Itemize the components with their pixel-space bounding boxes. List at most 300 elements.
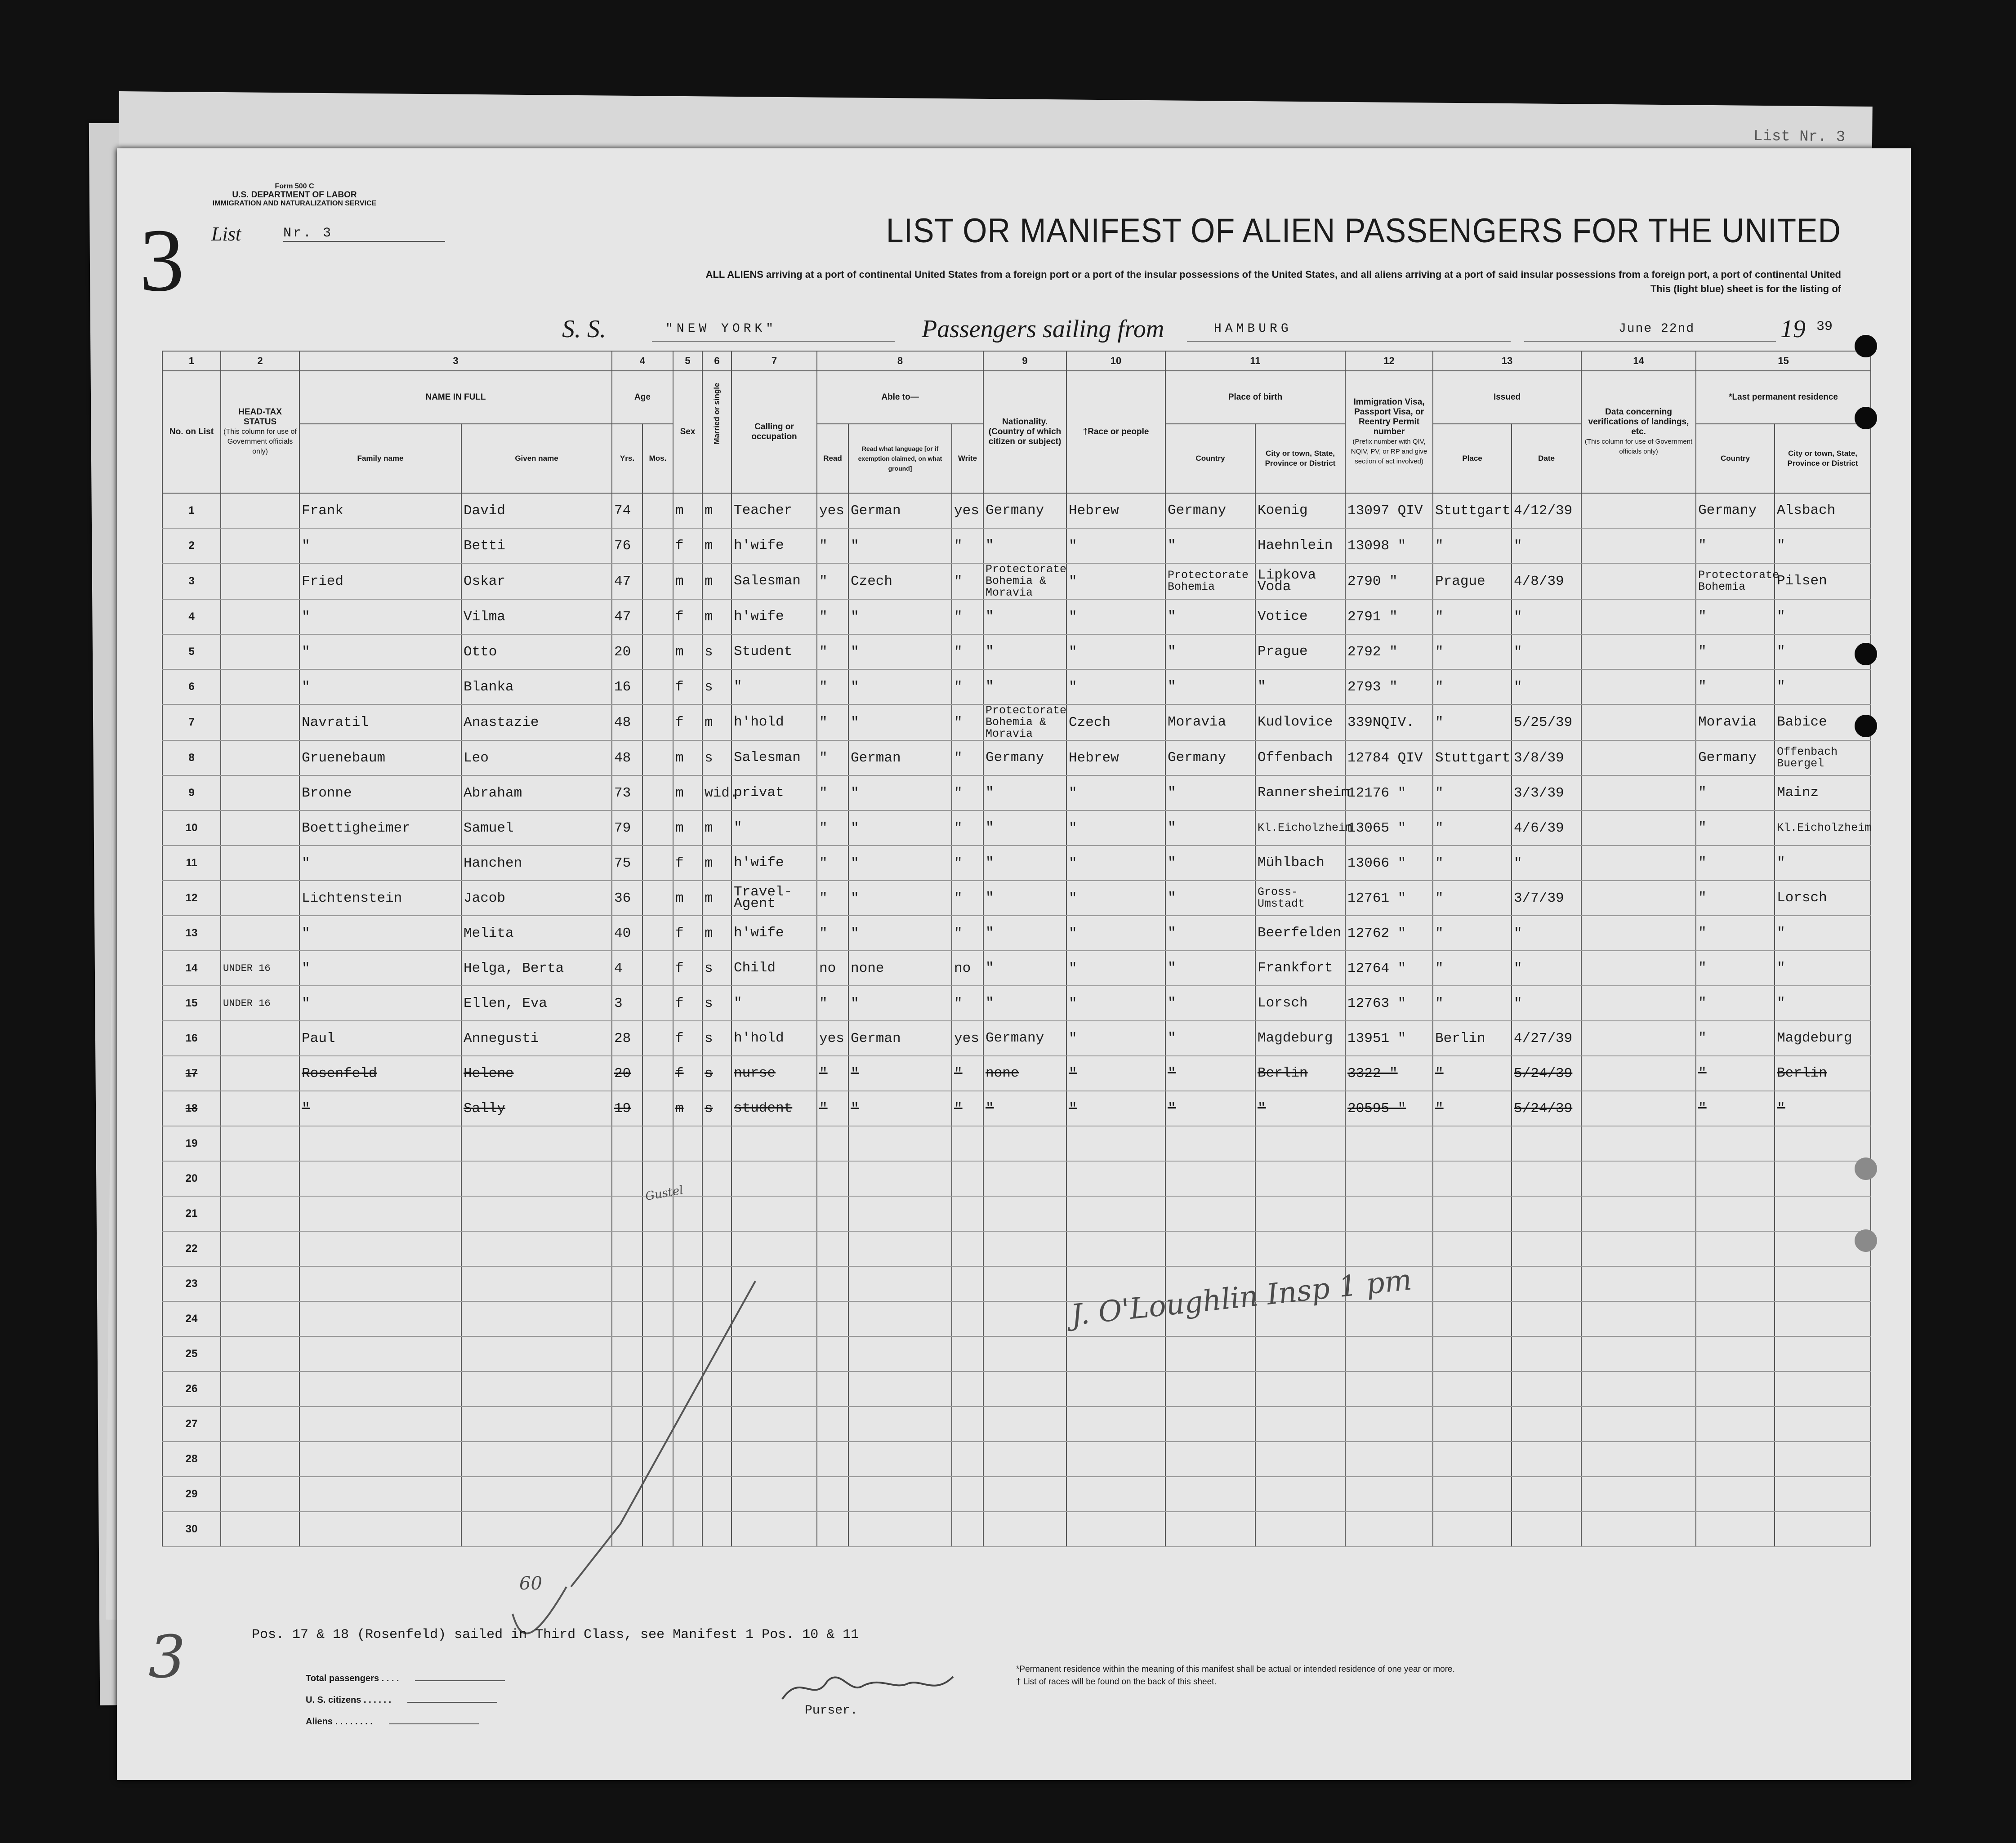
visa-number-cell: 339NQIV. — [1345, 704, 1433, 740]
manifest-sheet — [117, 148, 1911, 1780]
passenger-table — [162, 351, 1871, 1547]
verification-cell — [1581, 704, 1696, 740]
birth-country-cell — [1165, 1161, 1255, 1196]
residence-country-cell: Germany — [1696, 740, 1775, 775]
header-age: Age — [612, 371, 673, 424]
race-cell: " — [1066, 528, 1165, 563]
sex-cell — [673, 1196, 702, 1231]
header-family-name: Family name — [299, 424, 461, 493]
form-header — [200, 182, 389, 208]
read-cell — [817, 1161, 848, 1196]
header-res-country: Country — [1696, 424, 1775, 493]
verification-cell — [1581, 740, 1696, 775]
read-cell: " — [817, 634, 848, 669]
head-tax-cell — [221, 881, 299, 916]
birth-city-cell — [1255, 1126, 1345, 1161]
birth-country-cell — [1165, 1231, 1255, 1266]
age-months-cell — [642, 810, 673, 846]
table-row — [162, 599, 1871, 634]
marital-status-cell: s — [702, 951, 731, 986]
birth-city-cell: Berlin — [1255, 1056, 1345, 1091]
occupation-cell: student — [731, 1091, 817, 1126]
header-birth-country: Country — [1165, 424, 1255, 493]
write-cell: " — [952, 563, 983, 599]
family-name-cell: Paul — [299, 1021, 461, 1056]
head-tax-cell — [221, 1336, 299, 1371]
language-cell — [848, 1266, 952, 1301]
residence-country-cell — [1696, 1512, 1775, 1547]
race-cell: " — [1066, 1021, 1165, 1056]
age-months-cell — [642, 1231, 673, 1266]
occupation-cell: Student — [731, 634, 817, 669]
sheet-number: 3 — [139, 211, 184, 310]
col-number: 14 — [1581, 351, 1696, 371]
residence-city-cell — [1775, 1266, 1871, 1301]
birth-country-cell: " — [1165, 669, 1255, 704]
given-name-cell: Betti — [461, 528, 612, 563]
marital-status-cell: m — [702, 599, 731, 634]
age-years-cell: 75 — [612, 846, 642, 881]
col-number: 1 — [162, 351, 221, 371]
nationality-cell: " — [983, 916, 1066, 951]
language-cell: " — [848, 599, 952, 634]
married-label: Married or single — [712, 383, 721, 445]
header-sex: Sex — [673, 371, 702, 493]
col-number: 13 — [1433, 351, 1581, 371]
sex-cell: f — [673, 916, 702, 951]
row-number: 10 — [162, 810, 221, 846]
residence-city-cell — [1775, 1442, 1871, 1477]
birth-city-cell — [1255, 1161, 1345, 1196]
residence-country-cell: " — [1696, 634, 1775, 669]
row-number: 20 — [162, 1161, 221, 1196]
given-name-cell: Jacob — [461, 881, 612, 916]
header-able-to: Able to— — [817, 371, 983, 424]
issued-date-cell: 4/12/39 — [1512, 493, 1581, 528]
department-name: U.S. DEPARTMENT OF LABOR — [232, 190, 357, 200]
head-tax-cell — [221, 1161, 299, 1196]
write-cell — [952, 1196, 983, 1231]
birth-city-cell: Magdeburg — [1255, 1021, 1345, 1056]
birth-city-cell — [1255, 1512, 1345, 1547]
write-cell — [952, 1231, 983, 1266]
age-months-cell — [642, 1021, 673, 1056]
issued-date-cell: 5/24/39 — [1512, 1091, 1581, 1126]
nationality-cell: " — [983, 528, 1066, 563]
race-cell: " — [1066, 846, 1165, 881]
table-row — [162, 1477, 1871, 1512]
birth-country-cell: Moravia — [1165, 704, 1255, 740]
head-tax-cell — [221, 1512, 299, 1547]
head-tax-cell — [221, 1407, 299, 1442]
marital-status-cell: s — [702, 986, 731, 1021]
verification-cell — [1581, 1091, 1696, 1126]
nationality-cell: none — [983, 1056, 1066, 1091]
birth-city-cell: " — [1255, 1091, 1345, 1126]
age-years-cell: 20 — [612, 634, 642, 669]
occupation-cell: h'hold — [731, 1021, 817, 1056]
col-number: 11 — [1165, 351, 1345, 371]
occupation-cell: h'wife — [731, 916, 817, 951]
birth-city-cell: Offenbach — [1255, 740, 1345, 775]
residence-city-cell: Kl.Eicholzheim — [1775, 810, 1871, 846]
write-cell — [952, 1371, 983, 1407]
visa-number-cell: 13098 " — [1345, 528, 1433, 563]
table-row — [162, 1371, 1871, 1407]
read-cell: " — [817, 563, 848, 599]
residence-city-cell: Offenbach Buergel — [1775, 740, 1871, 775]
table-row — [162, 740, 1871, 775]
issued-place-cell: " — [1433, 916, 1512, 951]
punch-hole — [1855, 643, 1877, 665]
age-years-cell: 16 — [612, 669, 642, 704]
issued-date-cell: " — [1512, 599, 1581, 634]
nationality-cell — [983, 1231, 1066, 1266]
row-number: 16 — [162, 1021, 221, 1056]
family-name-cell — [299, 1126, 461, 1161]
issued-date-cell — [1512, 1371, 1581, 1407]
family-name-cell — [299, 1371, 461, 1407]
header-birth-city: City or town, State, Province or District — [1255, 424, 1345, 493]
language-cell: " — [848, 810, 952, 846]
write-cell: " — [952, 916, 983, 951]
sex-cell: m — [673, 493, 702, 528]
head-tax-cell — [221, 740, 299, 775]
race-cell: Czech — [1066, 704, 1165, 740]
verification-cell — [1581, 1336, 1696, 1371]
header-row-1 — [162, 371, 1871, 424]
birth-city-cell: Kl.Eicholzheim — [1255, 810, 1345, 846]
occupation-cell — [731, 1161, 817, 1196]
data-concerning-note: (This column for use of Government officials only) — [1584, 438, 1693, 455]
race-cell — [1066, 1407, 1165, 1442]
verification-cell — [1581, 1407, 1696, 1442]
age-months-cell — [642, 775, 673, 810]
race-cell — [1066, 1336, 1165, 1371]
voyage-line — [562, 315, 1866, 346]
race-cell: " — [1066, 986, 1165, 1021]
total-passengers-row: Total passengers . . . . — [306, 1668, 505, 1689]
table-row — [162, 1126, 1871, 1161]
col-number: 9 — [983, 351, 1066, 371]
occupation-cell: Salesman — [731, 563, 817, 599]
table-row — [162, 1091, 1871, 1126]
race-cell — [1066, 1442, 1165, 1477]
verification-cell — [1581, 1021, 1696, 1056]
family-name-cell: " — [299, 916, 461, 951]
age-years-cell — [612, 1231, 642, 1266]
birth-country-cell: " — [1165, 986, 1255, 1021]
occupation-cell: Child — [731, 951, 817, 986]
residence-city-cell: " — [1775, 669, 1871, 704]
verification-cell — [1581, 1512, 1696, 1547]
visa-number-cell: 2791 " — [1345, 599, 1433, 634]
head-tax-cell — [221, 916, 299, 951]
issued-place-cell: " — [1433, 951, 1512, 986]
given-name-cell: Anastazie — [461, 704, 612, 740]
header-calling: Calling or occupation — [731, 371, 817, 493]
given-name-cell — [461, 1231, 612, 1266]
head-tax-cell — [221, 669, 299, 704]
race-cell: " — [1066, 599, 1165, 634]
family-name-cell — [299, 1407, 461, 1442]
birth-country-cell: " — [1165, 1056, 1255, 1091]
aliens-label: Aliens — [306, 1717, 333, 1727]
nationality-cell — [983, 1477, 1066, 1512]
read-cell: " — [817, 881, 848, 916]
residence-city-cell: Berlin — [1775, 1056, 1871, 1091]
nationality-cell — [983, 1442, 1066, 1477]
table-row — [162, 528, 1871, 563]
sex-cell: m — [673, 634, 702, 669]
age-months-cell — [642, 528, 673, 563]
issued-place-cell: " — [1433, 1091, 1512, 1126]
residence-country-cell: " — [1696, 810, 1775, 846]
write-cell — [952, 1407, 983, 1442]
occupation-cell: h'wife — [731, 528, 817, 563]
nationality-cell: " — [983, 1091, 1066, 1126]
nationality-cell: Protectorate Bohemia & Moravia — [983, 704, 1066, 740]
language-cell — [848, 1196, 952, 1231]
sex-cell: m — [673, 810, 702, 846]
family-name-cell: Gruenebaum — [299, 740, 461, 775]
marital-status-cell — [702, 1231, 731, 1266]
nationality-cell: " — [983, 810, 1066, 846]
marital-status-cell: s — [702, 1021, 731, 1056]
age-years-cell: 36 — [612, 881, 642, 916]
given-name-cell: Abraham — [461, 775, 612, 810]
visa-number-cell: 13066 " — [1345, 846, 1433, 881]
family-name-cell — [299, 1442, 461, 1477]
family-name-cell — [299, 1161, 461, 1196]
header-race: †Race or people — [1066, 371, 1165, 493]
header-issued-place: Place — [1433, 424, 1512, 493]
visa-number-cell — [1345, 1371, 1433, 1407]
language-cell: " — [848, 1056, 952, 1091]
given-name-cell: Helene — [461, 1056, 612, 1091]
language-cell: " — [848, 775, 952, 810]
nationality-cell: " — [983, 634, 1066, 669]
write-cell: " — [952, 986, 983, 1021]
issued-place-cell: Prague — [1433, 563, 1512, 599]
head-tax-cell — [221, 528, 299, 563]
residence-city-cell — [1775, 1512, 1871, 1547]
write-cell: " — [952, 634, 983, 669]
marital-status-cell: s — [702, 669, 731, 704]
sex-cell: m — [673, 775, 702, 810]
table-row — [162, 1056, 1871, 1091]
birth-city-cell: Kudlovice — [1255, 704, 1345, 740]
nationality-cell — [983, 1371, 1066, 1407]
marital-status-cell: s — [702, 634, 731, 669]
birth-country-cell: Germany — [1165, 493, 1255, 528]
row-number: 8 — [162, 740, 221, 775]
marital-status-cell: m — [702, 916, 731, 951]
verification-cell — [1581, 951, 1696, 986]
family-name-cell — [299, 1336, 461, 1371]
birth-city-cell: Lipkova Voda — [1255, 563, 1345, 599]
read-cell: " — [817, 528, 848, 563]
occupation-cell: privat — [731, 775, 817, 810]
column-number-row — [162, 351, 1871, 371]
issued-date-cell — [1512, 1266, 1581, 1301]
col-number: 10 — [1066, 351, 1165, 371]
issued-place-cell — [1433, 1161, 1512, 1196]
head-tax-cell — [221, 563, 299, 599]
purser-label: Purser. — [805, 1704, 858, 1718]
family-name-cell: Boettigheimer — [299, 810, 461, 846]
issued-place-cell: " — [1433, 986, 1512, 1021]
verification-cell — [1581, 810, 1696, 846]
language-cell: " — [848, 669, 952, 704]
visa-title: Immigration Visa, Passport Visa, or Reentry Permit number — [1353, 397, 1425, 436]
birth-city-cell: Mühlbach — [1255, 846, 1345, 881]
read-cell — [817, 1196, 848, 1231]
row-number: 2 — [162, 528, 221, 563]
head-tax-cell — [221, 1056, 299, 1091]
table-row — [162, 916, 1871, 951]
head-tax-cell — [221, 599, 299, 634]
header-issued-date: Date — [1512, 424, 1581, 493]
header-write: Write — [952, 424, 983, 493]
given-name-cell: David — [461, 493, 612, 528]
residence-city-cell — [1775, 1336, 1871, 1371]
write-cell: " — [952, 1091, 983, 1126]
issued-place-cell: " — [1433, 846, 1512, 881]
age-years-cell — [612, 1161, 642, 1196]
footnotes — [1016, 1663, 1455, 1688]
race-cell — [1066, 1477, 1165, 1512]
age-months-cell — [642, 951, 673, 986]
residence-country-cell — [1696, 1407, 1775, 1442]
issued-place-cell: " — [1433, 669, 1512, 704]
nationality-cell: " — [983, 881, 1066, 916]
footnote-residence: *Permanent residence within the meaning of this manifest shall be actual or intended residence of one year or more. — [1016, 1665, 1455, 1674]
punch-hole — [1855, 1229, 1877, 1252]
age-years-cell — [612, 1196, 642, 1231]
read-cell: " — [817, 669, 848, 704]
year-suffix: 39 — [1816, 319, 1833, 334]
issued-place-cell: " — [1433, 810, 1512, 846]
table-row — [162, 1336, 1871, 1371]
verification-cell — [1581, 1371, 1696, 1407]
age-years-cell: 76 — [612, 528, 642, 563]
read-cell — [817, 1126, 848, 1161]
sex-cell: f — [673, 669, 702, 704]
verification-cell — [1581, 599, 1696, 634]
nationality-cell: " — [983, 669, 1066, 704]
write-cell — [952, 1336, 983, 1371]
nationality-cell — [983, 1161, 1066, 1196]
birth-country-cell — [1165, 1371, 1255, 1407]
given-name-cell: Vilma — [461, 599, 612, 634]
header-given-name: Given name — [461, 424, 612, 493]
read-cell: " — [817, 810, 848, 846]
read-cell — [817, 1442, 848, 1477]
birth-country-cell: Protectorate Bohemia — [1165, 563, 1255, 599]
visa-number-cell — [1345, 1126, 1433, 1161]
visa-number-cell: 2790 " — [1345, 563, 1433, 599]
language-cell: " — [848, 528, 952, 563]
write-cell — [952, 1477, 983, 1512]
marital-status-cell: m — [702, 810, 731, 846]
family-name-cell: " — [299, 1091, 461, 1126]
head-tax-cell — [221, 1301, 299, 1336]
issued-date-cell — [1512, 1126, 1581, 1161]
read-cell: yes — [817, 1021, 848, 1056]
row-number: 25 — [162, 1336, 221, 1371]
write-cell — [952, 1442, 983, 1477]
age-years-cell: 74 — [612, 493, 642, 528]
residence-city-cell: Lorsch — [1775, 881, 1871, 916]
header-nationality: Nationality. (Country of which citizen or subject) — [983, 371, 1066, 493]
port-name: HAMBURG — [1214, 322, 1292, 336]
occupation-cell — [731, 1196, 817, 1231]
family-name-cell — [299, 1512, 461, 1547]
write-cell: " — [952, 775, 983, 810]
occupation-cell: " — [731, 810, 817, 846]
residence-city-cell: " — [1775, 1091, 1871, 1126]
issued-date-cell — [1512, 1407, 1581, 1442]
language-cell — [848, 1512, 952, 1547]
family-name-cell: " — [299, 634, 461, 669]
given-name-cell: Helga, Berta — [461, 951, 612, 986]
passenger-count-mark: 60 — [519, 1573, 542, 1594]
age-months-cell — [642, 986, 673, 1021]
row-number: 9 — [162, 775, 221, 810]
visa-number-cell: 12761 " — [1345, 881, 1433, 916]
issued-date-cell — [1512, 1196, 1581, 1231]
residence-country-cell — [1696, 1231, 1775, 1266]
nationality-cell: Protectorate Bohemia & Moravia — [983, 563, 1066, 599]
family-name-cell: Lichtenstein — [299, 881, 461, 916]
language-cell — [848, 1161, 952, 1196]
issued-date-cell — [1512, 1301, 1581, 1336]
header-res-city: City or town, State, Province or District — [1775, 424, 1871, 493]
birth-city-cell — [1255, 1336, 1345, 1371]
issued-date-cell: " — [1512, 916, 1581, 951]
birth-country-cell: " — [1165, 599, 1255, 634]
nationality-cell: Germany — [983, 1021, 1066, 1056]
verification-cell — [1581, 1477, 1696, 1512]
nationality-cell: " — [983, 986, 1066, 1021]
table-row — [162, 810, 1871, 846]
visa-number-cell: 12176 " — [1345, 775, 1433, 810]
col-number: 5 — [673, 351, 702, 371]
table-row — [162, 563, 1871, 599]
sex-cell: f — [673, 1056, 702, 1091]
birth-city-cell: Gross-Umstadt — [1255, 881, 1345, 916]
row-number: 24 — [162, 1301, 221, 1336]
col-number: 8 — [817, 351, 983, 371]
residence-country-cell — [1696, 1301, 1775, 1336]
read-cell: " — [817, 599, 848, 634]
nationality-cell: Germany — [983, 493, 1066, 528]
head-tax-cell — [221, 634, 299, 669]
residence-country-cell — [1696, 1442, 1775, 1477]
race-cell — [1066, 1196, 1165, 1231]
issued-date-cell: " — [1512, 669, 1581, 704]
family-name-cell — [299, 1231, 461, 1266]
punch-hole — [1855, 1157, 1877, 1180]
subtitle-line-2: This (light blue) sheet is for the listing of — [1650, 283, 1841, 294]
verification-cell — [1581, 1126, 1696, 1161]
sex-cell: m — [673, 1091, 702, 1126]
given-name-cell: Samuel — [461, 810, 612, 846]
issued-place-cell — [1433, 1231, 1512, 1266]
write-cell: " — [952, 528, 983, 563]
age-months-cell — [642, 740, 673, 775]
